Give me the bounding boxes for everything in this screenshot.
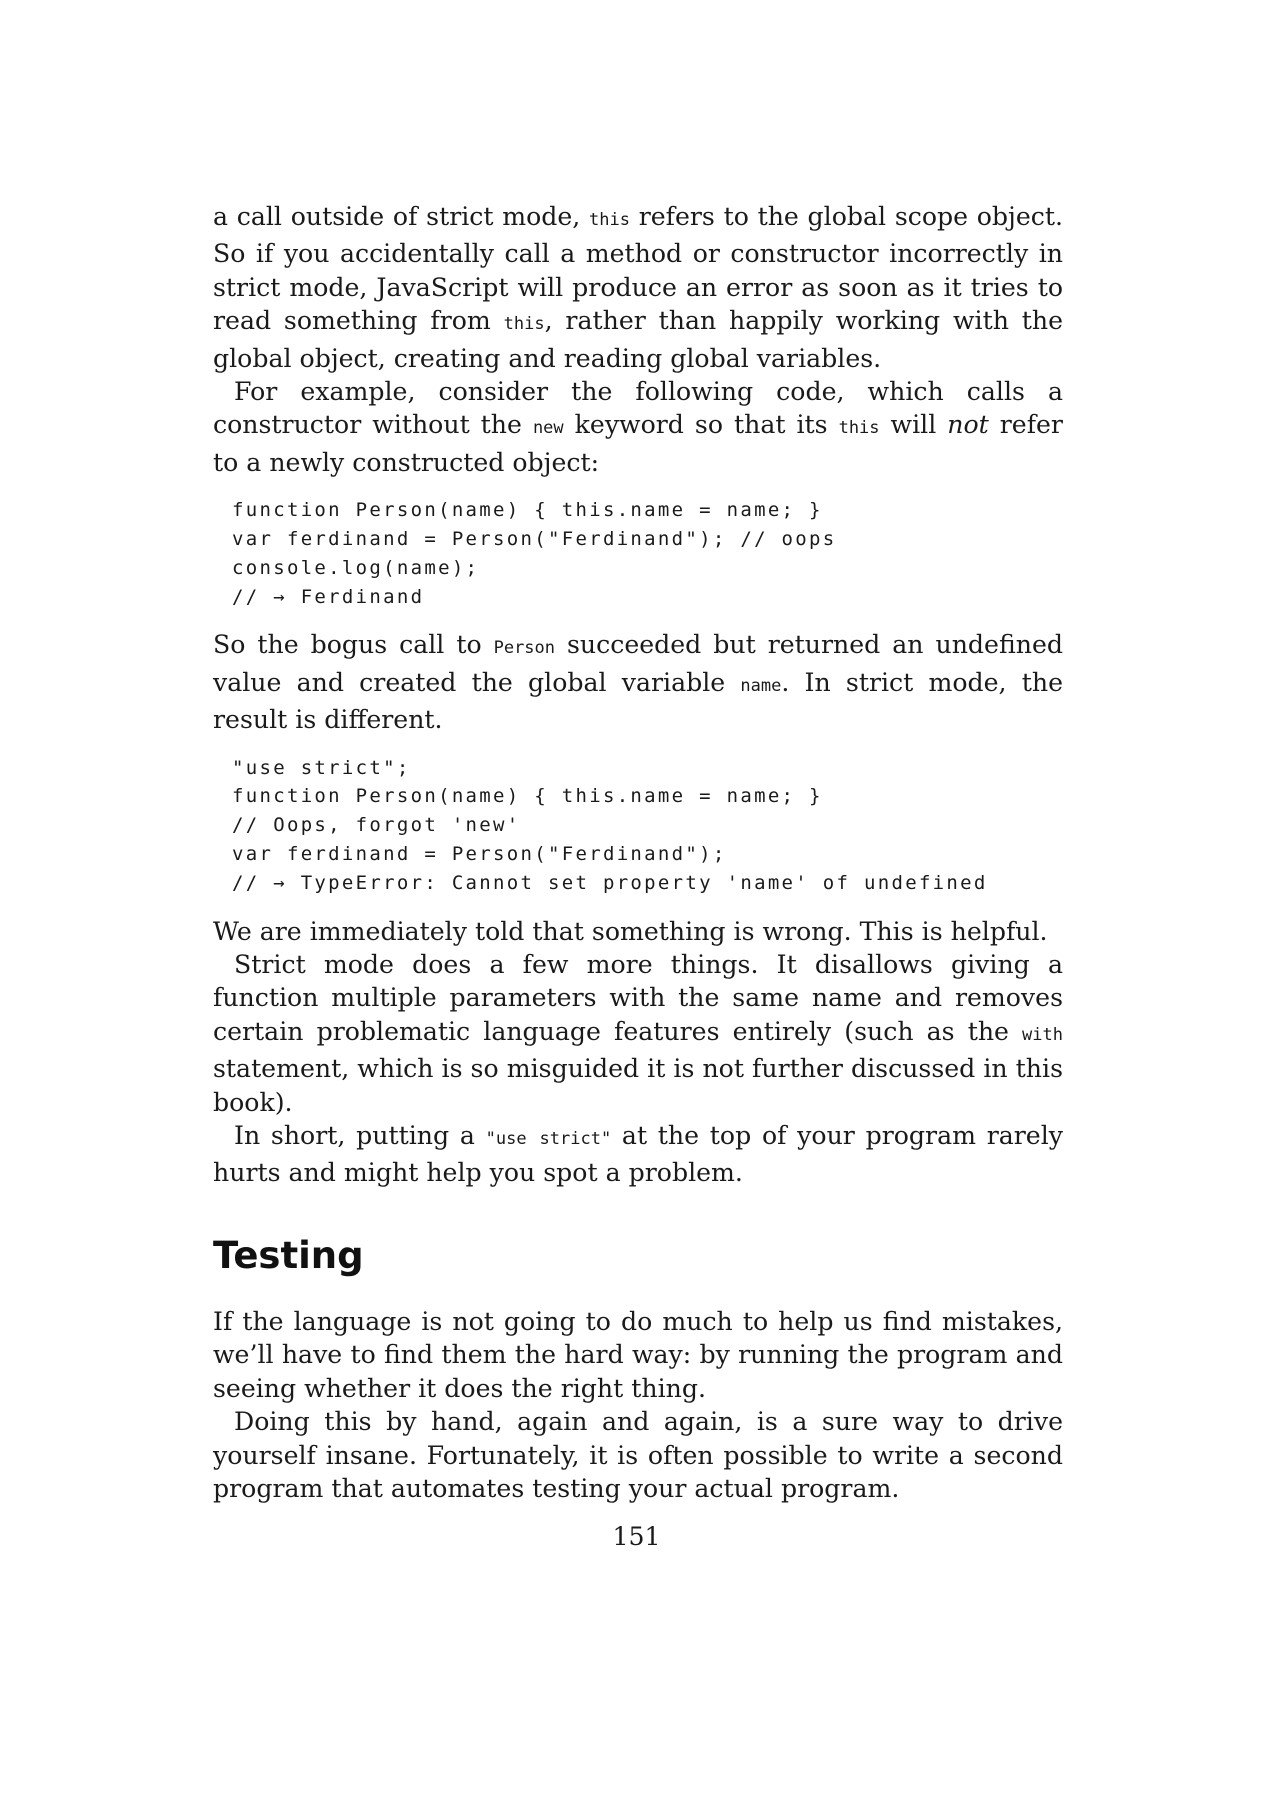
inline-code: name (740, 675, 782, 696)
paragraph-testing-intro: If the language is not going to do much to help us find mistakes, we’ll have to find them the hard way: by running the program and seeing whether it does the right thing. (213, 1306, 1063, 1403)
inline-code: this (503, 314, 545, 335)
inline-code: with (1022, 1024, 1063, 1045)
paragraph-bogus-call: So the bogus call to Person succeeded but returned an undefined value and created the global variable name. In strict mode, the result is different. (213, 630, 1063, 735)
inline-code: this (838, 418, 880, 439)
code-line: function Person(name) { this.name = name; } (232, 785, 823, 808)
code-line: console.log(name); (232, 556, 480, 579)
inline-code: new (532, 418, 564, 439)
inline-code: this (589, 210, 630, 230)
inline-code: Person (493, 638, 556, 659)
code-block-example-1 (232, 496, 1063, 611)
code-line: // → TypeError: Cannot set property 'name' of undefined (232, 871, 988, 894)
code-line: var ferdinand = Person("Ferdinand"); // oops (232, 528, 837, 551)
emphasis: not (947, 410, 989, 440)
code-line: "use strict"; (232, 756, 411, 779)
paragraph-strict-mode-this: a call outside of strict mode, this refers to the global scope object. So if you accidentally call a method or constructor incorrectly in strict mode, JavaScript will produce an error as soon as it tries to read something from this, rather than happily working with the global object, creating and reading global variables. (213, 202, 1064, 373)
code-line: // → Ferdinand (232, 585, 425, 608)
page-body (213, 200, 1063, 1505)
inline-code: "use strict" (485, 1129, 612, 1150)
code-line: var ferdinand = Person("Ferdinand"); (232, 843, 727, 866)
page-number: 151 (612, 1522, 661, 1551)
paragraph-example-intro: For example, consider the following code, which calls a constructor without the new keyword so that its this will not refer to a newly constructed object: (213, 377, 1063, 477)
paragraph-told-wrong: We are immediately told that something is wrong. This is helpful. (213, 916, 1048, 946)
code-block-example-2 (232, 754, 1063, 898)
paragraph-strict-more: Strict mode does a few more things. It disallows giving a function multiple parameters with the same name and removes certain problematic language features entirely (such as the with statement, which is so misguided it is not further discussed in this book). (213, 950, 1063, 1117)
code-line: // Oops, forgot 'new' (232, 814, 521, 837)
paragraph-in-short: In short, putting a "use strict" at the top of your program rarely hurts and might help you spot a problem. (213, 1121, 1063, 1188)
code-line: function Person(name) { this.name = name; } (232, 499, 823, 522)
section-heading: Testing (213, 1233, 364, 1277)
paragraph-testing-automate: Doing this by hand, again and again, is a sure way to drive yourself insane. Fortunately, it is often possible to write a second program that automates testing your actual program. (213, 1407, 1063, 1503)
